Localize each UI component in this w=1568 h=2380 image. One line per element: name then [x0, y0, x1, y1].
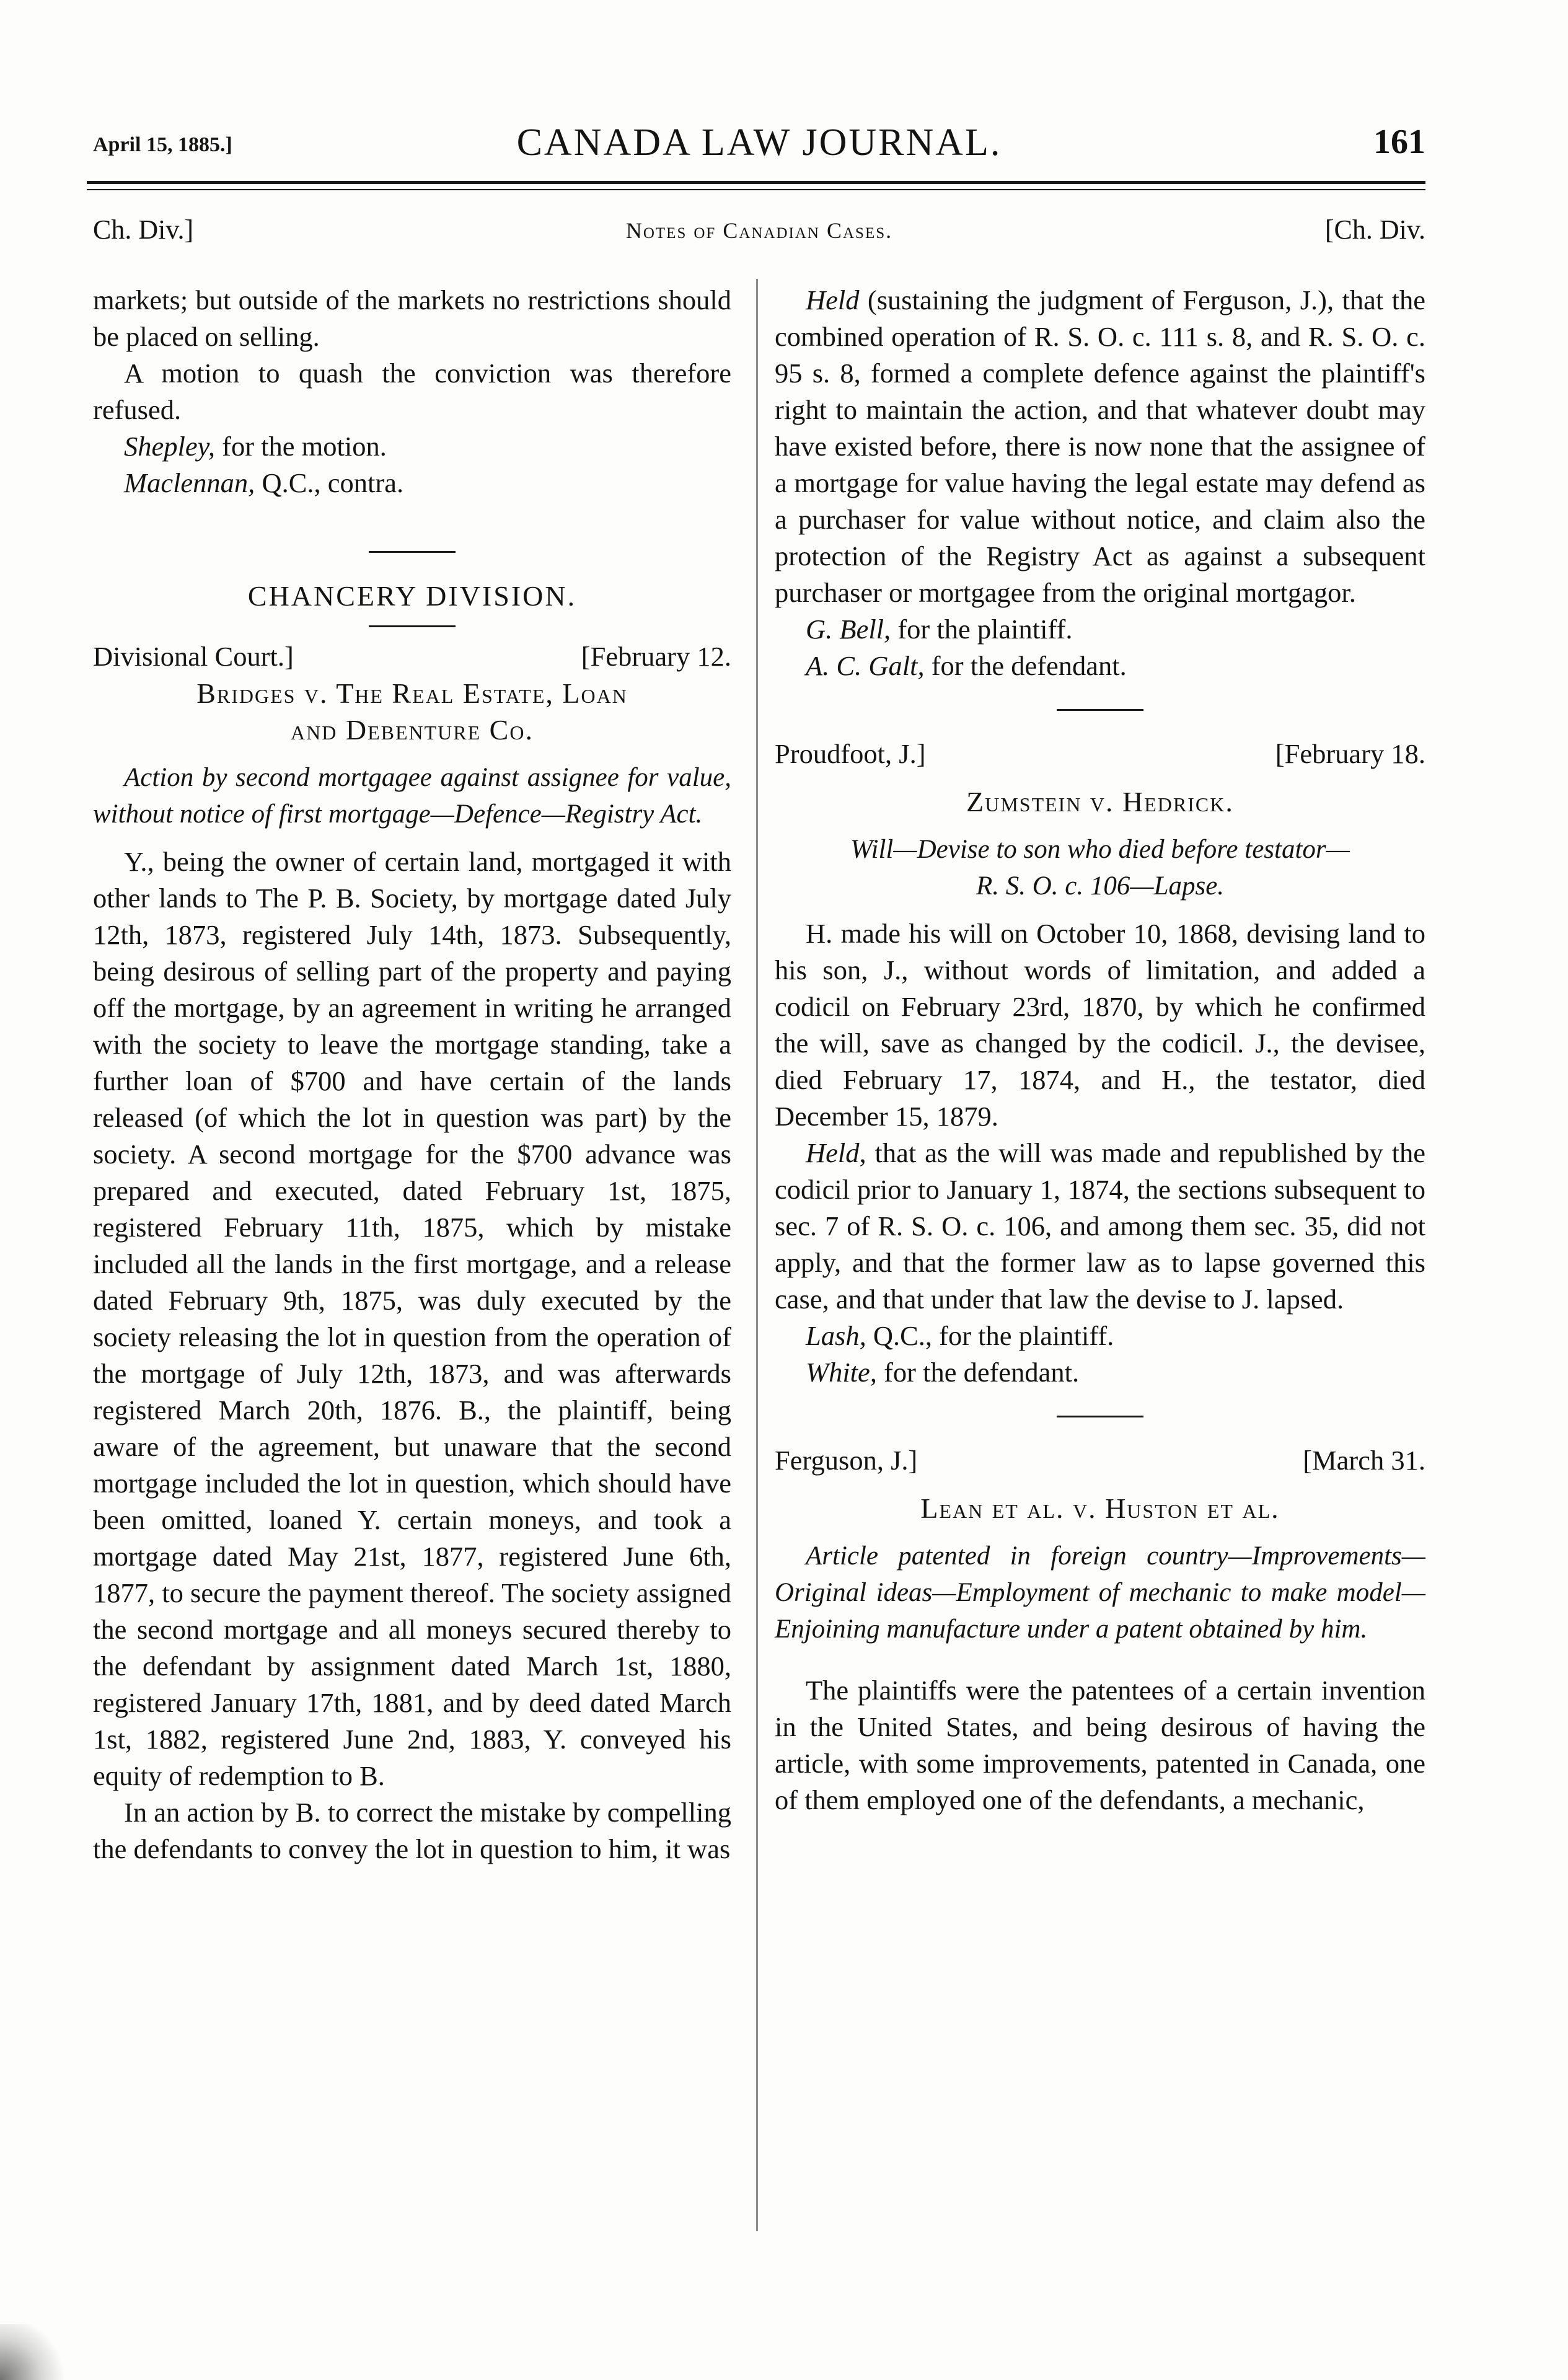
counsel-line: [93, 428, 731, 465]
counsel-role: for the motion.: [215, 431, 387, 462]
counsel-line: [775, 648, 1425, 684]
held-text: (sustaining the judgment of Ferguson, J.), that the combined operation of R. S. O. c. 111 s. 8, and R. S. O. c. 95 s. 8, formed a complete defence against the plaintiff's right to maintain the action, and that whatever doubt may have existed before, there is now none that the assignee of a mortgage for value having the legal estate may defend as a purchaser for value without notice, and claim also the protection of the Registry Act as against a subsequent purchaser or mortgagee from the original mortgagor.: [775, 284, 1425, 608]
counsel-line: [775, 1354, 1425, 1391]
case-body: In an action by B. to correct the mistake by compelling the defendants to convey the lot in question to him, it was: [93, 1797, 731, 1864]
court-name: Ferguson, J.]: [775, 1445, 918, 1476]
court-name: Proudfoot, J.]: [775, 738, 926, 769]
counsel-role: for the defendant.: [876, 1357, 1080, 1388]
case-title: Bridges v. The Real Estate, Loan: [196, 677, 628, 709]
case-body: Y., being the owner of certain land, mortgaged it with other lands to The P. B. Society, by mortgage dated July 12th, 1873, registered July 14th, 1873. Subsequently, being desirous of selling part of the property and paying off the mortgage, by an agreement in writing he arranged with the society to leave the mortgage standing, take a further loan of $700 and have certain of the lands released (of which the lot in question was part) by the society. A second mortgage for the $700 advance was prepared and executed, dated February 1st, 1875, registered February 11th, 1875, which by mistake included all the lands in the first mortgage, and a release dated February 9th, 1875, was duly executed by the society releasing the lot in question from the operation of the mortgage of July 12th, 1873, and was afterwards registered March 20th, 1876. B., the plaintiff, being aware of the agreement, but unaware that the second mortgage included the lot in question, which should have been omitted, loaned Y. certain moneys, and took a mortgage dated May 21st, 1877, registered June 6th, 1877, to secure the payment thereof. The society assigned the second mortgage and all moneys secured thereby to the defendant by assignment dated March 1st, 1880, registered January 17th, 1881, and by deed dated March 1st, 1882, registered June 2nd, 1883, Y. conveyed his equity of redemption to B.: [93, 846, 731, 1791]
counsel-name: G. Bell,: [806, 614, 891, 645]
section-subhead: [93, 214, 1425, 251]
court-line: [93, 638, 731, 675]
case-body: H. made his will on October 10, 1868, devising land to his son, J., without words of limitation, and added a codicil on February 23rd, 1870, by which he confirmed the will, save as changed by the codicil. J., the devisee, died February 17, 1874, and H., the testator, died December 15, 1879.: [775, 918, 1425, 1132]
holding-paragraph: [775, 1135, 1425, 1318]
right-column: [775, 282, 1425, 1818]
counsel-line: [775, 611, 1425, 648]
counsel-name: A. C. Galt,: [806, 650, 925, 681]
motion-paragraph: A motion to quash the conviction was therefore refused.: [93, 358, 731, 425]
decision-date: [March 31.: [1303, 1445, 1425, 1476]
holding-paragraph: [775, 282, 1425, 611]
section-heading: CHANCERY DIVISION.: [247, 580, 577, 612]
counsel-name: White,: [806, 1357, 877, 1388]
journal-title: CANADA LAW JOURNAL.: [516, 121, 1002, 164]
header-rule-thin: [87, 189, 1425, 190]
headnote: Action by second mortgagee against assignee for value, without notice of first mortgage—Defence—Registry Act.: [93, 763, 731, 829]
headnote-continued: R. S. O. c. 106—Lapse.: [976, 871, 1225, 901]
running-head: [93, 121, 1425, 177]
counsel-role: Q.C., contra.: [255, 467, 404, 498]
headnote: Article patented in foreign country—Improvements—Original ideas—Employment of mechanic to make model—Enjoining manufacture under a patent obtained by him.: [775, 1541, 1425, 1644]
case-body: The plaintiffs were the patentees of a certain invention in the United States, and being desirous of having the article, with some improvements, patented in Canada, one of them employed one of the defendants, a mechanic,: [775, 1675, 1425, 1815]
held-label: Held: [806, 284, 860, 315]
court-name: Divisional Court.]: [93, 641, 294, 672]
continued-paragraph: markets; but outside of the markets no restrictions should be placed on selling.: [93, 284, 731, 352]
held-label: Held: [806, 1137, 860, 1168]
issue-date: April 15, 1885.]: [93, 133, 232, 156]
header-rule-thick: [87, 181, 1425, 184]
counsel-name: Maclennan,: [124, 467, 255, 498]
counsel-line: [775, 1318, 1425, 1354]
case-title-continued: and Debenture Co.: [291, 714, 534, 746]
counsel-role: Q.C., for the plaintiff.: [866, 1320, 1114, 1351]
case-title: Lean et al. v. Huston et al.: [920, 1492, 1280, 1524]
subhead-left: Ch. Div.]: [93, 214, 194, 245]
scan-edge-mark: [0, 2324, 74, 2380]
headnote: Will—Devise to son who died before testator—: [850, 835, 1350, 864]
left-column: [93, 282, 731, 1867]
decision-date: [February 12.: [581, 641, 731, 672]
held-text: , that as the will was made and republished by the codicil prior to January 1, 1874, the sections subsequent to sec. 7 of R. S. O. c. 106, and among them sec. 35, did not apply, and that the former law as to lapse governed this case, and that under that law the devise to J. lapsed.: [775, 1137, 1425, 1315]
page-number: 161: [1373, 123, 1425, 161]
counsel-role: for the plaintiff.: [891, 614, 1073, 645]
case-title: Zumstein v. Hedrick.: [966, 786, 1234, 818]
decision-date: [February 18.: [1275, 738, 1425, 769]
counsel-name: Lash,: [806, 1320, 866, 1351]
subhead-center: Notes of Canadian Cases.: [625, 218, 893, 243]
court-line: [775, 1442, 1425, 1479]
court-line: [775, 736, 1425, 772]
counsel-line: [93, 465, 731, 501]
counsel-role: for the defendant.: [924, 650, 1127, 681]
counsel-name: Shepley,: [124, 431, 216, 462]
subhead-right: [Ch. Div.: [1324, 214, 1425, 245]
column-divider: [756, 279, 758, 2231]
